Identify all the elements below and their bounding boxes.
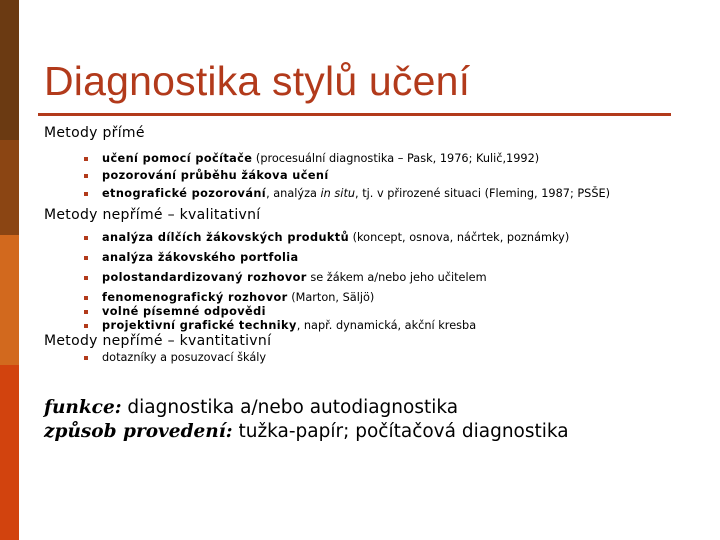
- bullet-icon: [84, 256, 88, 260]
- side-bar-segment: [0, 0, 19, 140]
- footer-line-function: funkce: diagnostika a/nebo autodiagnostika: [44, 397, 459, 418]
- footer-line-method: způsob provedení: tužka-papír; počítačová diagnostika: [44, 421, 569, 442]
- bullet-icon: [84, 174, 88, 178]
- bullet-icon: [84, 276, 88, 280]
- bullet-icon: [84, 310, 88, 314]
- side-bar-segment: [0, 235, 19, 365]
- slide-title: Diagnostika stylů učení: [44, 58, 471, 104]
- section-heading-direct: Metody přímé: [44, 125, 145, 141]
- title-underline: [38, 113, 671, 116]
- bullet-icon: [84, 192, 88, 196]
- section-heading-quantitative: Metody nepřímé – kvantitativní: [44, 333, 272, 349]
- bullet-icon: [84, 324, 88, 328]
- side-bar-segment: [0, 140, 19, 235]
- bullet-icon: [84, 296, 88, 300]
- bullet-icon: [84, 157, 88, 161]
- section-heading-qualitative: Metody nepřímé – kvalitativní: [44, 207, 261, 223]
- bullet-icon: [84, 236, 88, 240]
- side-bar-segment: [0, 365, 19, 540]
- bullet-icon: [84, 356, 88, 360]
